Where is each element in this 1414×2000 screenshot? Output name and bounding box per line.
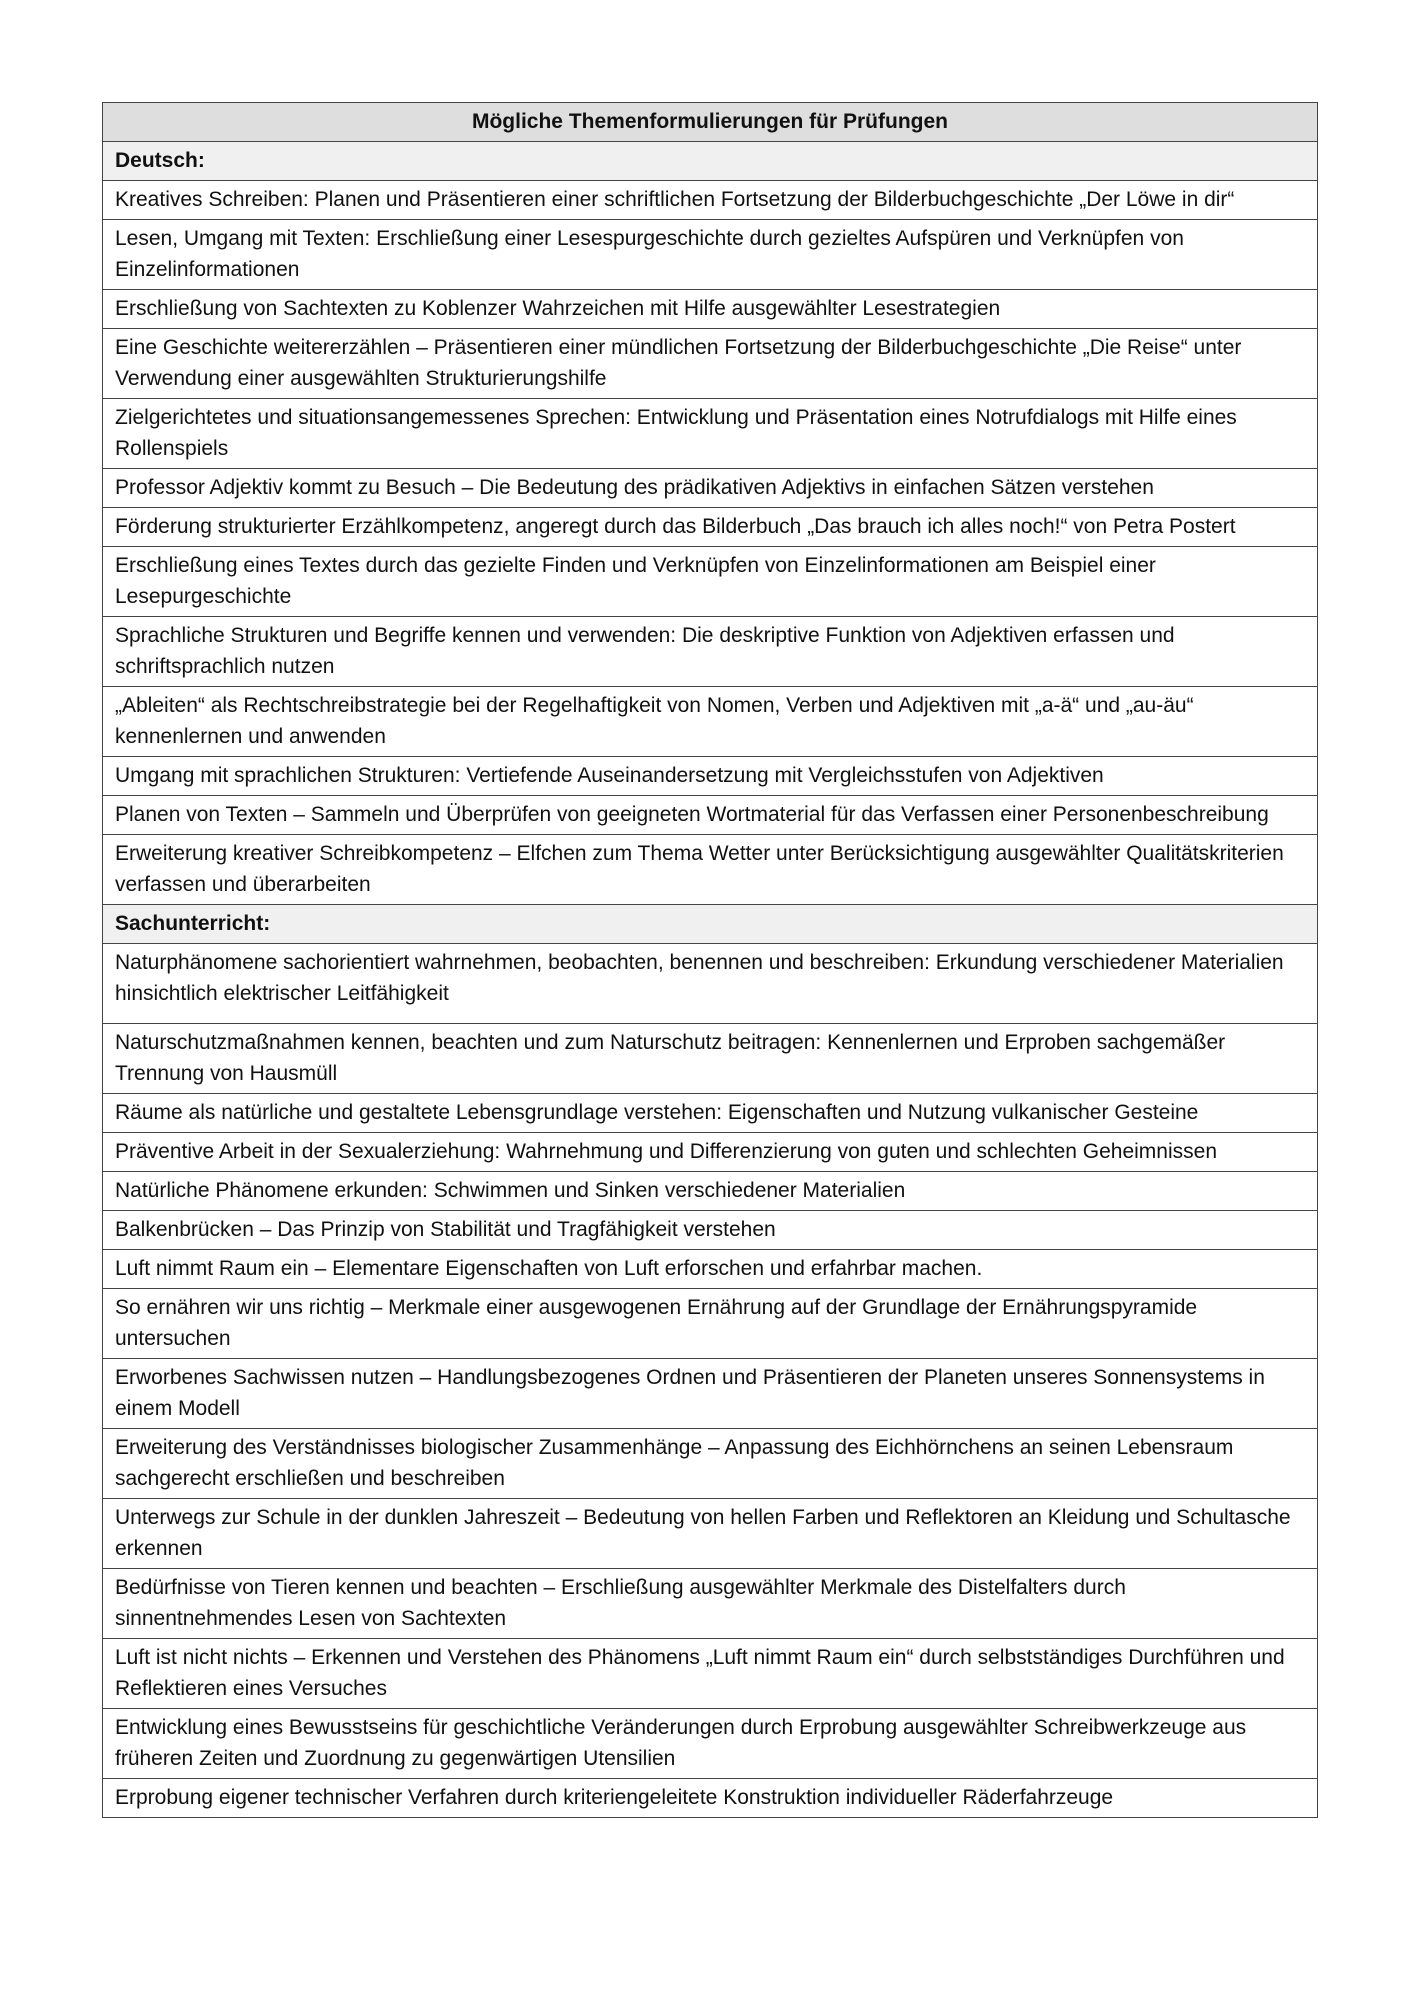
table-row [103,617,1318,687]
table-row [103,290,1318,329]
topic-cell: Erworbenes Sachwissen nutzen – Handlungsbezogenes Ordnen und Präsentieren der Planeten unseres Sonnensystems in einem Modell [103,1359,1318,1429]
topic-cell: Natürliche Phänomene erkunden: Schwimmen und Sinken verschiedener Materialien [103,1172,1318,1211]
table-row [103,687,1318,757]
topic-cell: Luft ist nicht nichts – Erkennen und Verstehen des Phänomens „Luft nimmt Raum ein“ durch selbstständiges Durchführen und Reflektieren eines Versuches [103,1639,1318,1709]
section-header-row [103,142,1318,181]
document-sheet [102,102,1318,1818]
topic-cell: Unterwegs zur Schule in der dunklen Jahreszeit – Bedeutung von hellen Farben und Reflektoren an Kleidung und Schultasche erkennen [103,1499,1318,1569]
table-row [103,1024,1318,1094]
table-row [103,1250,1318,1289]
table-row [103,399,1318,469]
topic-cell: Entwicklung eines Bewusstseins für geschichtliche Veränderungen durch Erprobung ausgewählter Schreibwerkzeuge aus früheren Zeiten und Zuordnung zu gegenwärtigen Utensilien [103,1709,1318,1779]
topic-cell: Kreatives Schreiben: Planen und Präsentieren einer schriftlichen Fortsetzung der Bilderbuchgeschichte „Der Löwe in dir“ [103,181,1318,220]
table-row [103,1359,1318,1429]
table-row [103,220,1318,290]
section-heading-deutsch: Deutsch: [103,142,1318,181]
topic-cell: Sprachliche Strukturen und Begriffe kennen und verwenden: Die deskriptive Funktion von Adjektiven erfassen und schriftsprachlich nutzen [103,617,1318,687]
table-row [103,469,1318,508]
table-row [103,547,1318,617]
topic-cell: „Ableiten“ als Rechtschreibstrategie bei der Regelhaftigkeit von Nomen, Verben und Adjektiven mit „a-ä“ und „au-äu“ kennenlernen und anwenden [103,687,1318,757]
topics-table [102,102,1318,1818]
table-row [103,796,1318,835]
topic-cell: Zielgerichtetes und situationsangemessenes Sprechen: Entwicklung und Präsentation eines Notrufdialogs mit Hilfe eines Rollenspiels [103,399,1318,469]
topic-cell: Präventive Arbeit in der Sexualerziehung: Wahrnehmung und Differenzierung von guten und schlechten Geheimnissen [103,1133,1318,1172]
table-row [103,329,1318,399]
table-row [103,757,1318,796]
table-row [103,944,1318,1024]
topic-cell: Naturphänomene sachorientiert wahrnehmen, beobachten, benennen und beschreiben: Erkundung verschiedener Materialien hinsichtlich elektrischer Leitfähigkeit [103,944,1318,1024]
topic-cell: Erweiterung des Verständnisses biologischer Zusammenhänge – Anpassung des Eichhörnchens an seinen Lebensraum sachgerecht erschließen und beschreiben [103,1429,1318,1499]
topic-cell: Erschließung eines Textes durch das gezielte Finden und Verknüpfen von Einzelinformationen am Beispiel einer Lesepurgeschichte [103,547,1318,617]
table-row [103,1639,1318,1709]
topic-cell: So ernähren wir uns richtig – Merkmale einer ausgewogenen Ernährung auf der Grundlage der Ernährungspyramide untersuchen [103,1289,1318,1359]
topic-cell: Erschließung von Sachtexten zu Koblenzer Wahrzeichen mit Hilfe ausgewählter Lesestrategien [103,290,1318,329]
table-row [103,181,1318,220]
topic-cell: Naturschutzmaßnahmen kennen, beachten und zum Naturschutz beitragen: Kennenlernen und Erproben sachgemäßer Trennung von Hausmüll [103,1024,1318,1094]
topic-cell: Erprobung eigener technischer Verfahren durch kriteriengeleitete Konstruktion individueller Räderfahrzeuge [103,1779,1318,1818]
table-row [103,1779,1318,1818]
topic-cell: Professor Adjektiv kommt zu Besuch – Die Bedeutung des prädikativen Adjektivs in einfachen Sätzen verstehen [103,469,1318,508]
section-header-row [103,905,1318,944]
topic-cell: Planen von Texten – Sammeln und Überprüfen von geeigneten Wortmaterial für das Verfassen einer Personenbeschreibung [103,796,1318,835]
table-row [103,1289,1318,1359]
topic-cell: Erweiterung kreativer Schreibkompetenz – Elfchen zum Thema Wetter unter Berücksichtigung ausgewählter Qualitätskriterien verfassen und überarbeiten [103,835,1318,905]
table-row [103,1094,1318,1133]
table-row [103,1172,1318,1211]
topic-cell: Förderung strukturierter Erzählkompetenz, angeregt durch das Bilderbuch „Das brauch ich alles noch!“ von Petra Postert [103,508,1318,547]
table-row [103,1429,1318,1499]
section-heading-sachunterricht: Sachunterricht: [103,905,1318,944]
topic-cell: Umgang mit sprachlichen Strukturen: Vertiefende Auseinandersetzung mit Vergleichsstufen von Adjektiven [103,757,1318,796]
topic-cell: Räume als natürliche und gestaltete Lebensgrundlage verstehen: Eigenschaften und Nutzung vulkanischer Gesteine [103,1094,1318,1133]
table-row [103,1709,1318,1779]
topic-cell: Bedürfnisse von Tieren kennen und beachten – Erschließung ausgewählter Merkmale des Distelfalters durch sinnentnehmendes Lesen von Sachtexten [103,1569,1318,1639]
topic-cell: Eine Geschichte weitererzählen – Präsentieren einer mündlichen Fortsetzung der Bilderbuchgeschichte „Die Reise“ unter Verwendung einer ausgewählten Strukturierungshilfe [103,329,1318,399]
table-row [103,835,1318,905]
table-row [103,1499,1318,1569]
document-title: Mögliche Themenformulierungen für Prüfungen [103,103,1318,142]
topic-cell: Balkenbrücken – Das Prinzip von Stabilität und Tragfähigkeit verstehen [103,1211,1318,1250]
title-row [103,103,1318,142]
topic-cell: Luft nimmt Raum ein – Elementare Eigenschaften von Luft erforschen und erfahrbar machen. [103,1250,1318,1289]
topic-cell: Lesen, Umgang mit Texten: Erschließung einer Lesespurgeschichte durch gezieltes Aufspüren und Verknüpfen von Einzelinformationen [103,220,1318,290]
table-row [103,1133,1318,1172]
table-row [103,1211,1318,1250]
table-row [103,508,1318,547]
table-row [103,1569,1318,1639]
